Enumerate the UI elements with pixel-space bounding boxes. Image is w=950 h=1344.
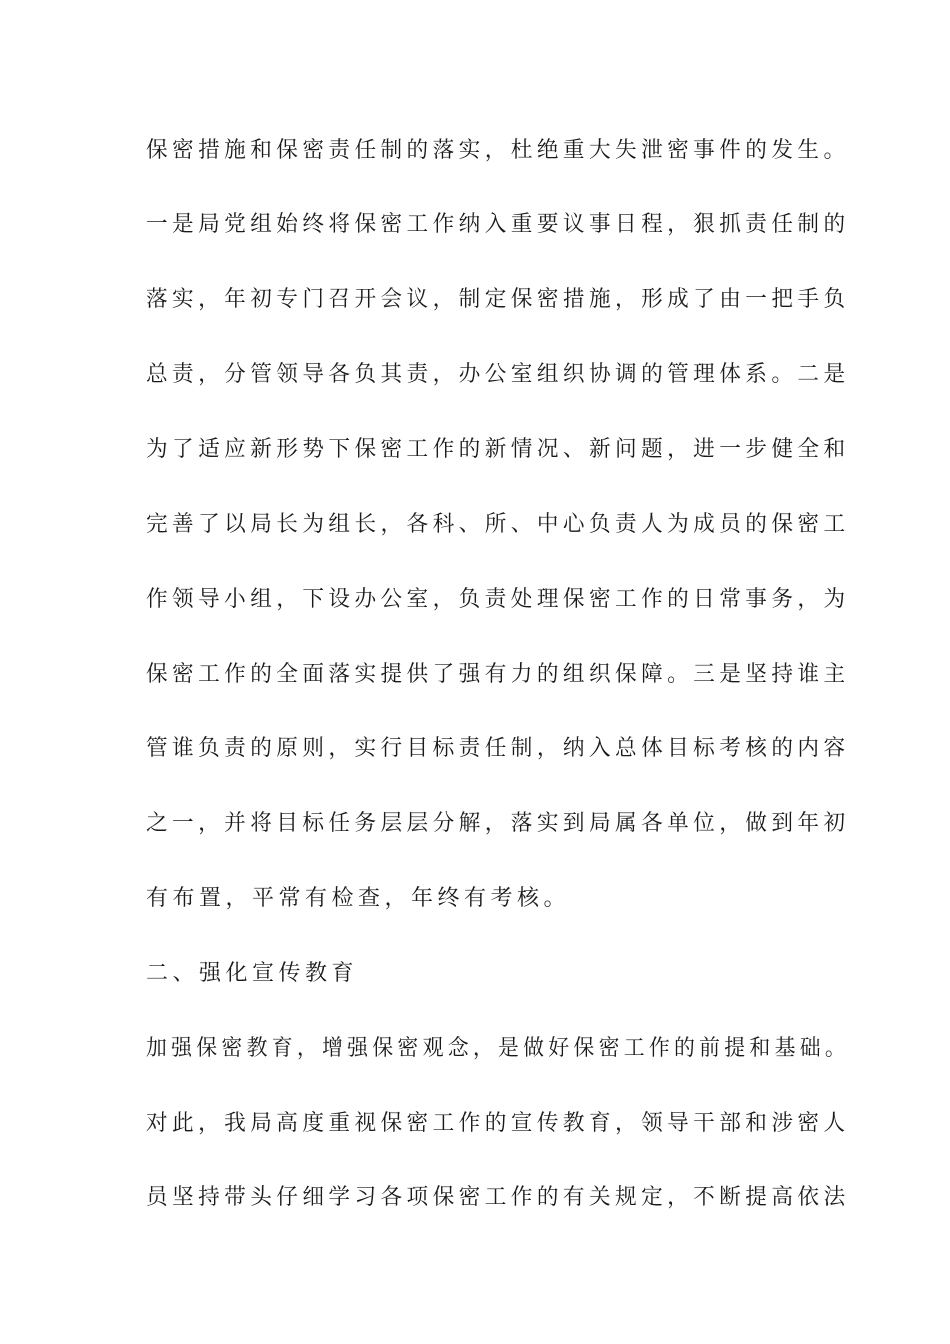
text-line: 总责，分管领导各负其责，办公室组织协调的管理体系。二是 (146, 362, 850, 387)
text-line: 管谁负责的原则，实行目标责任制，纳入总体目标考核的内容 (146, 736, 850, 761)
text-line: 有布置，平常有检查，年终有考核。 (146, 886, 571, 911)
text-line: 加强保密教育，增强保密观念，是做好保密工作的前提和基础。 (146, 1036, 851, 1061)
text-line: 为了适应新形势下保密工作的新情况、新问题，进一步健全和 (146, 437, 850, 462)
text-line: 完善了以局长为组长，各科、所、中心负责人为成员的保密工 (146, 512, 850, 537)
text-line: 员坚持带头仔细学习各项保密工作的有关规定，不断提高依法 (146, 1185, 850, 1210)
text-line: 保密措施和保密责任制的落实，杜绝重大失泄密事件的发生。 (146, 138, 850, 163)
text-line: 作领导小组，下设办公室，负责处理保密工作的日常事务，为 (146, 587, 850, 612)
text-line: 对此，我局高度重视保密工作的宣传教育，领导干部和涉密人 (146, 1111, 850, 1136)
text-line: 之一，并将目标任务层层分解，落实到局属各单位，做到年初 (146, 811, 850, 836)
section-heading: 二、强化宣传教育 (146, 961, 359, 986)
text-line: 一是局党组始终将保密工作纳入重要议事日程，狠抓责任制的 (146, 212, 850, 237)
text-line: 落实，年初专门召开会议，制定保密措施，形成了由一把手负 (146, 287, 850, 312)
text-line: 保密工作的全面落实提供了强有力的组织保障。三是坚持谁主 (146, 662, 850, 687)
